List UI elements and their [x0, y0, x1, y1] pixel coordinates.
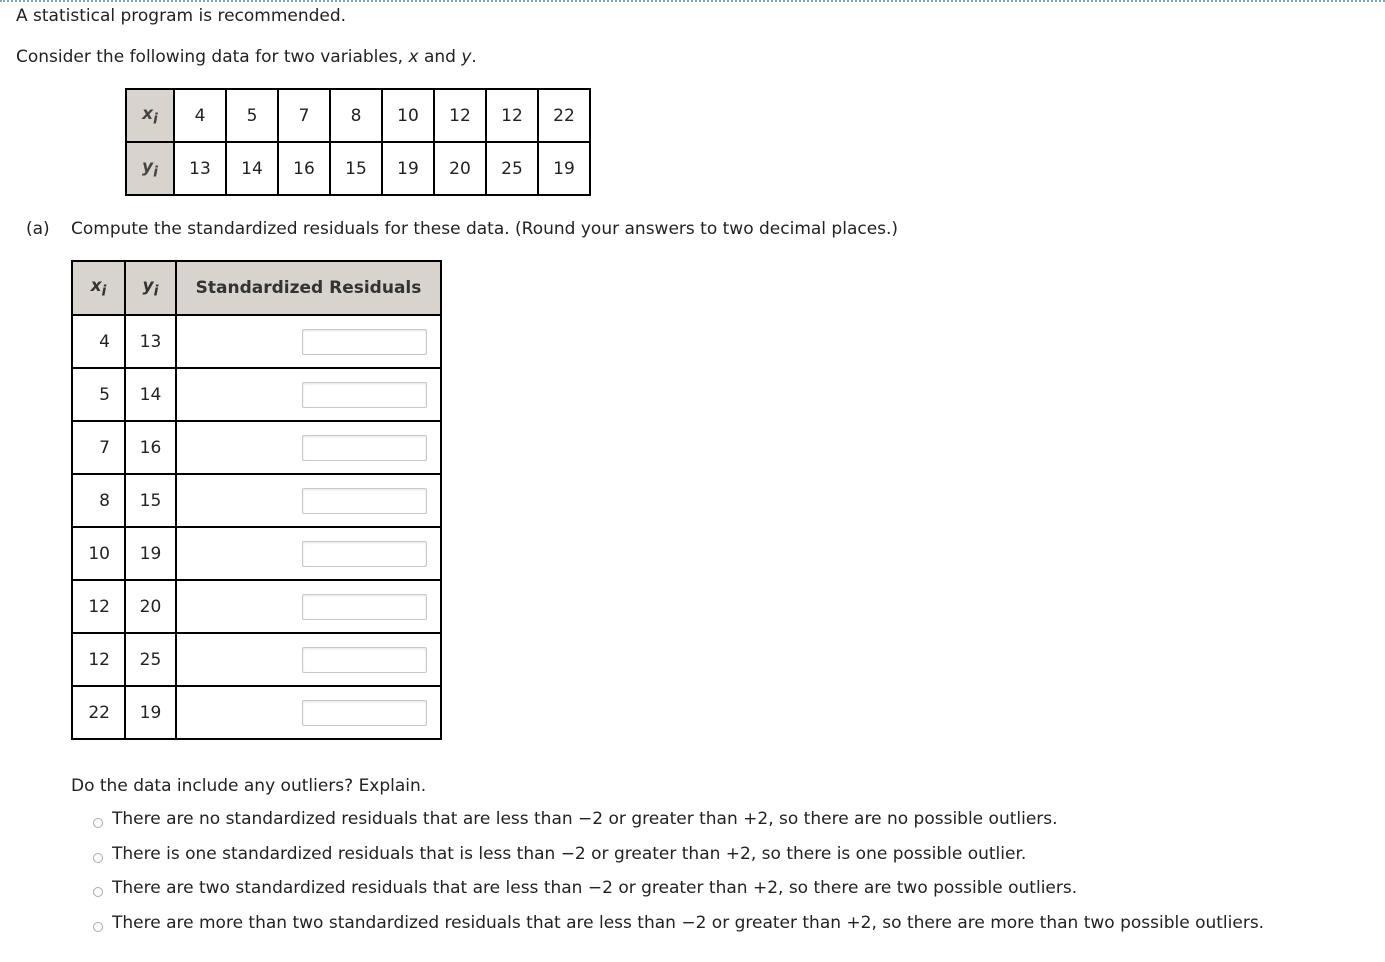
option-label: There are no standardized residuals that are less than −2 or greater than +2, so there are no possible outliers.	[112, 809, 1058, 829]
data-y-cell: 14	[226, 142, 278, 195]
data-x-cell: 7	[278, 89, 330, 142]
option-no-outliers[interactable]	[93, 809, 1264, 844]
row-x-value: 22	[72, 686, 125, 739]
row-x-value: 5	[72, 368, 125, 421]
statement-and: and	[418, 47, 462, 67]
row-y-value: 13	[125, 315, 176, 368]
data-y-header: $y_i$	[126, 142, 174, 195]
top-divider	[0, 0, 1385, 2]
residual-input[interactable]	[302, 435, 427, 461]
data-x-cell: 8	[330, 89, 382, 142]
option-one-outlier[interactable]	[93, 844, 1264, 879]
outlier-options	[93, 809, 1264, 947]
row-x-value: 7	[72, 421, 125, 474]
residuals-header-row	[72, 261, 441, 315]
data-x-cell: 22	[538, 89, 590, 142]
data-x-cell: 5	[226, 89, 278, 142]
table-row	[72, 315, 441, 368]
data-y-cell: 20	[434, 142, 486, 195]
data-x-cell: 4	[174, 89, 226, 142]
radio-icon[interactable]	[93, 853, 103, 863]
outlier-question: Do the data include any outliers? Explain.	[71, 776, 427, 796]
problem-statement	[16, 47, 477, 67]
table-row	[72, 580, 441, 633]
table-row	[72, 421, 441, 474]
row-y-value: 25	[125, 633, 176, 686]
row-y-value: 14	[125, 368, 176, 421]
row-residual-cell	[176, 315, 441, 368]
residual-input[interactable]	[302, 541, 427, 567]
row-residual-cell	[176, 368, 441, 421]
row-residual-cell	[176, 527, 441, 580]
data-table	[125, 88, 591, 196]
row-residual-cell	[176, 474, 441, 527]
row-residual-cell	[176, 580, 441, 633]
data-x-header: $x_i$	[126, 89, 174, 142]
row-x-value: 8	[72, 474, 125, 527]
row-x-value: 12	[72, 633, 125, 686]
data-x-cell: 12	[486, 89, 538, 142]
row-y-value: 16	[125, 421, 176, 474]
data-y-cell: 13	[174, 142, 226, 195]
residuals-y-header: $y_i$	[125, 261, 176, 315]
row-y-value: 19	[125, 686, 176, 739]
radio-icon[interactable]	[93, 818, 103, 828]
table-row	[72, 686, 441, 739]
residual-input[interactable]	[302, 329, 427, 355]
data-y-cell: 16	[278, 142, 330, 195]
residuals-x-header: $x_i$	[72, 261, 125, 315]
residuals-table	[71, 260, 442, 740]
part-a-instruction: Compute the standardized residuals for these data. (Round your answers to two decimal places.)	[71, 219, 899, 239]
data-y-cell: 25	[486, 142, 538, 195]
recommendation-note: A statistical program is recommended.	[16, 6, 347, 26]
option-more-outliers[interactable]	[93, 913, 1264, 948]
var-y: y	[461, 47, 472, 67]
data-row-y	[126, 142, 590, 195]
row-y-value: 19	[125, 527, 176, 580]
option-label: There are more than two standardized residuals that are less than −2 or greater than +2, so there are more than two possible outliers.	[112, 912, 1265, 933]
data-x-cell: 10	[382, 89, 434, 142]
option-label: There is one standardized residuals that is less than −2 or greater than +2, so there is one possible outlier.	[112, 843, 1027, 864]
option-label: There are two standardized residuals that are less than −2 or greater than +2, so there are two possible outliers.	[112, 878, 1078, 898]
row-y-value: 15	[125, 474, 176, 527]
statement-period: .	[471, 47, 477, 67]
table-row	[72, 368, 441, 421]
table-row	[72, 633, 441, 686]
row-x-value: 4	[72, 315, 125, 368]
residual-input[interactable]	[302, 700, 427, 726]
row-x-value: 12	[72, 580, 125, 633]
data-row-x	[126, 89, 590, 142]
part-a-prompt	[26, 219, 898, 239]
radio-icon[interactable]	[93, 887, 103, 897]
statement-prefix: Consider the following data for two variables,	[16, 47, 409, 67]
residual-input[interactable]	[302, 488, 427, 514]
radio-icon[interactable]	[93, 922, 103, 932]
row-y-value: 20	[125, 580, 176, 633]
var-x: x	[408, 47, 419, 67]
option-two-outliers[interactable]	[93, 878, 1264, 913]
residual-input[interactable]	[302, 647, 427, 673]
row-residual-cell	[176, 686, 441, 739]
row-residual-cell	[176, 421, 441, 474]
row-residual-cell	[176, 633, 441, 686]
data-y-cell: 19	[538, 142, 590, 195]
part-a-label: (a)	[26, 219, 50, 239]
table-row	[72, 474, 441, 527]
data-y-cell: 19	[382, 142, 434, 195]
residual-input[interactable]	[302, 594, 427, 620]
row-x-value: 10	[72, 527, 125, 580]
residual-input[interactable]	[302, 382, 427, 408]
table-row	[72, 527, 441, 580]
residuals-sr-header: Standardized Residuals	[176, 261, 441, 315]
data-y-cell: 15	[330, 142, 382, 195]
data-x-cell: 12	[434, 89, 486, 142]
